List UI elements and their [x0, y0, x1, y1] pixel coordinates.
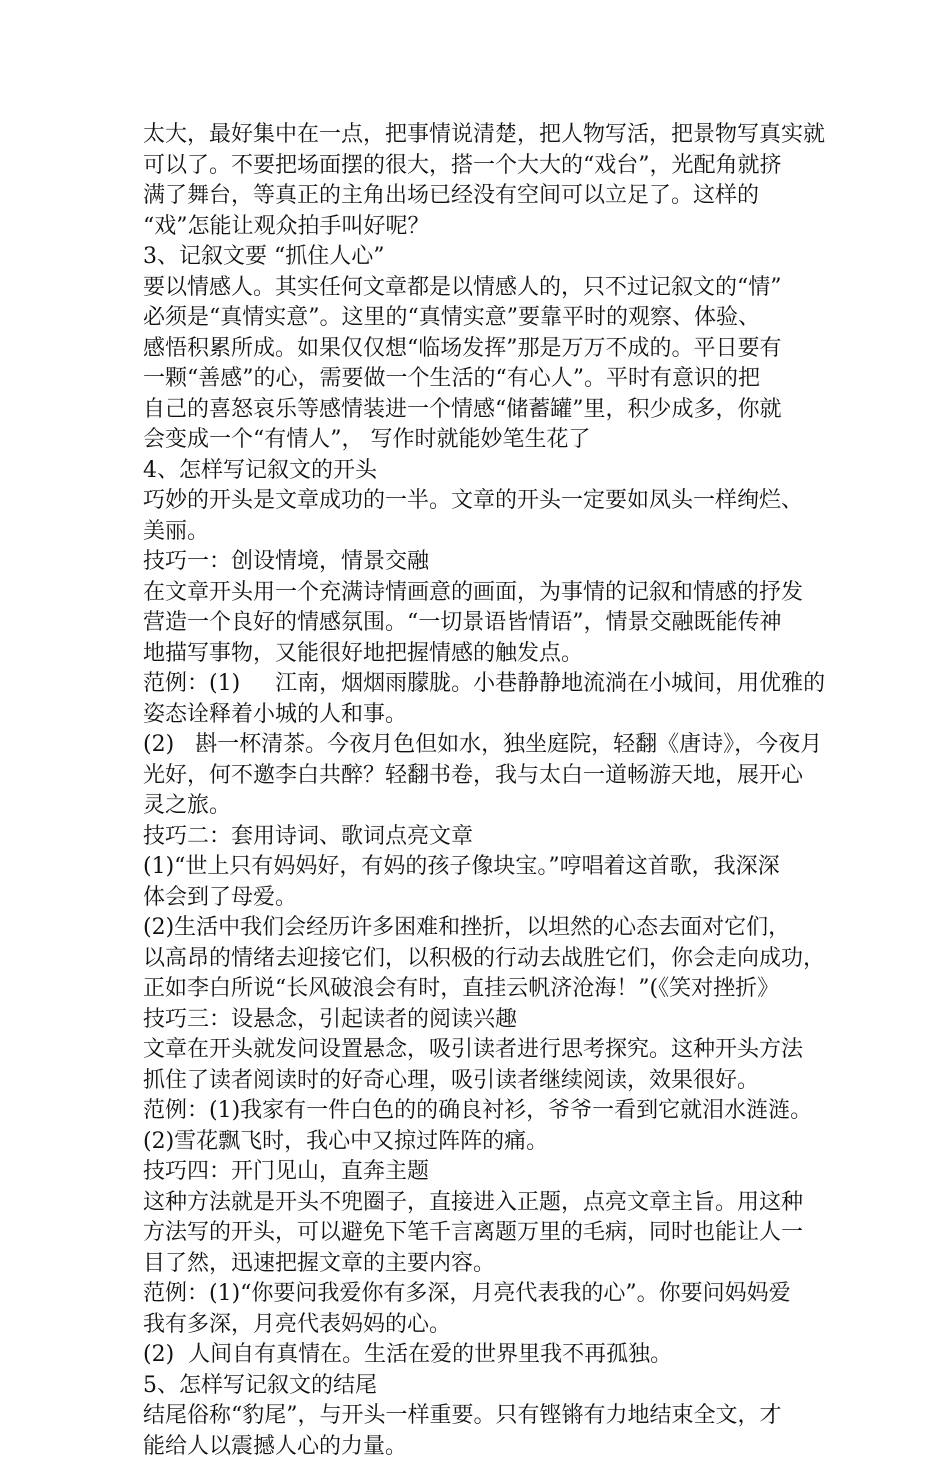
example-line: (2) 人间自有真情在。生活在爱的世界里我不再孤独。 [143, 1340, 823, 1371]
text-line: 一颗“善感”的心，需要做一个生活的“有心人”。平时有意识的把 [143, 364, 823, 395]
text-line: 体会到了母爱。 [143, 883, 823, 914]
text-line: 正如李白所说“长风破浪会有时，直挂云帆济沧海！”(《笑对挫折》 [143, 974, 823, 1005]
text-line: 要以情感人。其实任何文章都是以情感人的，只不过记叙文的“情” [143, 273, 823, 304]
text-line: 美丽。 [143, 517, 823, 548]
document-body [143, 120, 823, 1462]
section-heading: 3、记叙文要 “抓住人心” [143, 242, 823, 273]
example-line: (2)雪花飘飞时，我心中又掠过阵阵的痛。 [143, 1127, 823, 1158]
text-line: 这种方法就是开头不兜圈子，直接进入正题，点亮文章主旨。用这种 [143, 1188, 823, 1219]
text-line: 地描写事物，又能很好地把握情感的触发点。 [143, 639, 823, 670]
text-line: 满了舞台，等真正的主角出场已经没有空间可以立足了。这样的 [143, 181, 823, 212]
example-line: 范例：(1)“你要问我爱你有多深，月亮代表我的心”。你要问妈妈爱 [143, 1279, 823, 1310]
text-line: “戏”怎能让观众拍手叫好呢？ [143, 212, 823, 243]
text-line: 太大，最好集中在一点，把事情说清楚，把人物写活，把景物写真实就 [143, 120, 823, 151]
text-line: 能给人以震撼人心的力量。 [143, 1432, 823, 1462]
text-line: 自己的喜怒哀乐等感情装进一个情感“储蓄罐”里，积少成多，你就 [143, 395, 823, 426]
section-heading: 5、怎样写记叙文的结尾 [143, 1371, 823, 1402]
section-heading: 4、怎样写记叙文的开头 [143, 456, 823, 487]
text-line: 我有多深，月亮代表妈妈的心。 [143, 1310, 823, 1341]
text-line: 可以了。不要把场面摆的很大，搭一个大大的“戏台”，光配角就挤 [143, 151, 823, 182]
text-line: 目了然，迅速把握文章的主要内容。 [143, 1249, 823, 1280]
text-line: 文章在开头就发问设置悬念，吸引读者进行思考探究。这种开头方法 [143, 1035, 823, 1066]
text-line: 以高昂的情绪去迎接它们，以积极的行动去战胜它们，你会走向成功， [143, 944, 823, 975]
technique-heading: 技巧三：设悬念，引起读者的阅读兴趣 [143, 1005, 823, 1036]
example-line: (2)生活中我们会经历许多困难和挫折，以坦然的心态去面对它们， [143, 913, 823, 944]
text-line: 光好，何不邀李白共醉？轻翻书卷，我与太白一道畅游天地，展开心 [143, 761, 823, 792]
example-line: 范例：(1)我家有一件白色的的确良衬衫，爷爷一看到它就泪水涟涟。 [143, 1096, 823, 1127]
technique-heading: 技巧二：套用诗词、歌词点亮文章 [143, 822, 823, 853]
text-line: 方法写的开头，可以避免下笔千言离题万里的毛病，同时也能让人一 [143, 1218, 823, 1249]
text-line: 姿态诠释着小城的人和事。 [143, 700, 823, 731]
example-line: 范例：(1) 江南，烟烟雨朦胧。小巷静静地流淌在小城间，用优雅的 [143, 669, 823, 700]
text-line: 在文章开头用一个充满诗情画意的画面，为事情的记叙和情感的抒发 [143, 578, 823, 609]
text-line: 感悟积累所成。如果仅仅想“临场发挥”那是万万不成的。平日要有 [143, 334, 823, 365]
technique-heading: 技巧一：创设情境，情景交融 [143, 547, 823, 578]
text-line: 结尾俗称“豹尾”，与开头一样重要。只有铿锵有力地结束全文，才 [143, 1401, 823, 1432]
text-line: 抓住了读者阅读时的好奇心理，吸引读者继续阅读，效果很好。 [143, 1066, 823, 1097]
technique-heading: 技巧四：开门见山，直奔主题 [143, 1157, 823, 1188]
text-line: 会变成一个“有情人”， 写作时就能妙笔生花了 [143, 425, 823, 456]
text-line: 巧妙的开头是文章成功的一半。文章的开头一定要如凤头一样绚烂、 [143, 486, 823, 517]
text-line: 灵之旅。 [143, 791, 823, 822]
text-line: 必须是“真情实意”。这里的“真情实意”要靠平时的观察、体验、 [143, 303, 823, 334]
example-line: (2) 斟一杯清茶。今夜月色但如水，独坐庭院，轻翻《唐诗》，今夜月 [143, 730, 823, 761]
example-line: (1)“世上只有妈妈好，有妈的孩子像块宝。”哼唱着这首歌，我深深 [143, 852, 823, 883]
text-line: 营造一个良好的情感氛围。“一切景语皆情语”，情景交融既能传神 [143, 608, 823, 639]
